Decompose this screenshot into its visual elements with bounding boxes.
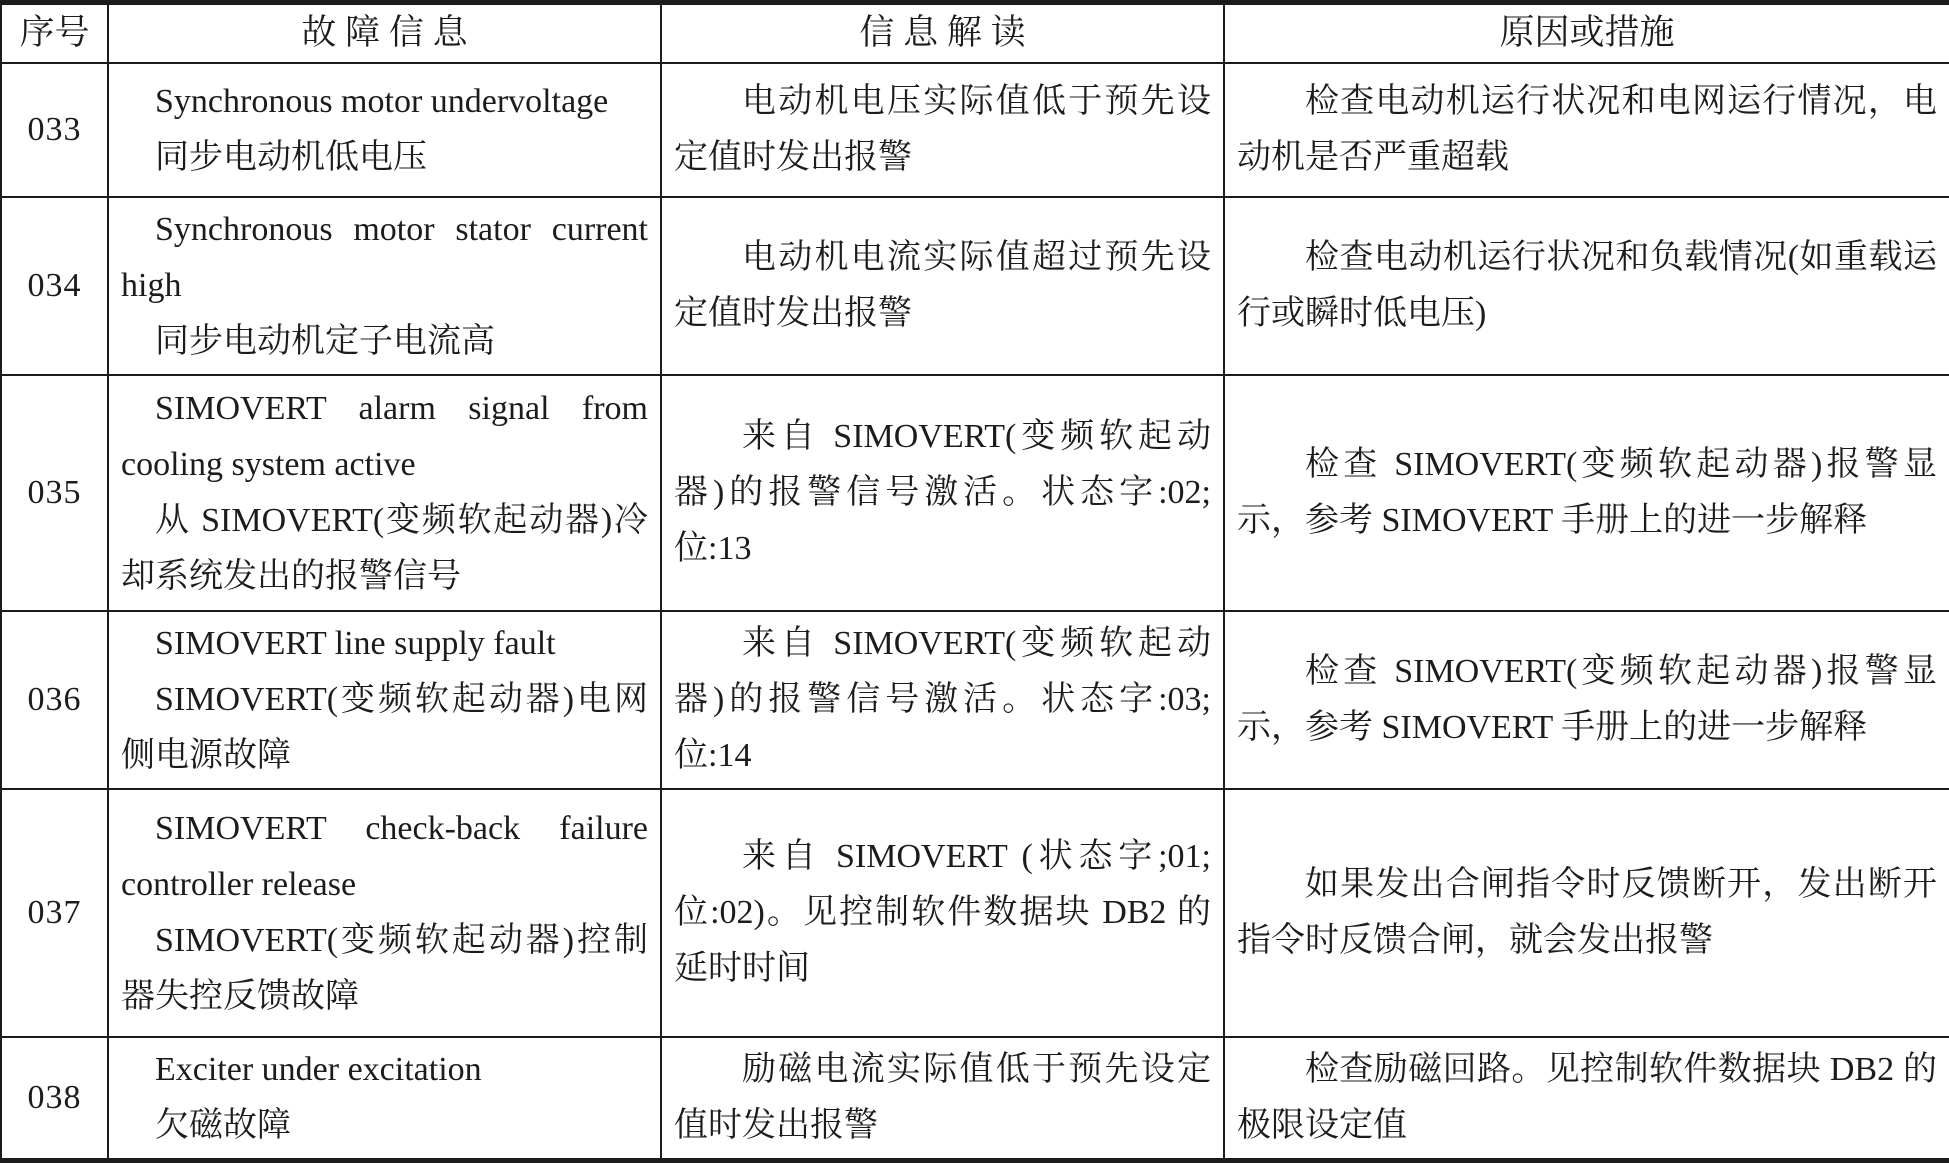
paragraph: Synchronous motor undervoltage [155, 82, 609, 120]
cell-fault-info [108, 611, 661, 789]
table-row [1, 375, 1949, 611]
cell-cause-measure [1224, 197, 1949, 375]
table-row [1, 1037, 1949, 1161]
column-header-cause-measure: 原因或措施 [1224, 3, 1949, 63]
paragraph: 检查励磁回路。见控制软件数据块 DB2 的极限设定值 [1237, 1050, 1937, 1144]
cell-number: 033 [1, 63, 108, 197]
cell-fault-info [108, 789, 661, 1037]
paragraph: Synchronous motor stator current high [121, 210, 648, 304]
paragraph: 电动机电流实际值超过预先设定值时发出报警 [674, 238, 1211, 332]
paragraph: 如果发出合闸指令时反馈断开，发出断开指令时反馈合闸，就会发出报警 [1237, 865, 1937, 959]
paragraph: 从 SIMOVERT(变频软起动器)冷却系统发出的报警信号 [121, 501, 648, 595]
paragraph: 检查 SIMOVERT(变频软起动器)报警显示，参考 SIMOVERT 手册上的进一步解释 [1237, 652, 1937, 746]
cell-interpretation [661, 197, 1224, 375]
cell-cause-measure [1224, 611, 1949, 789]
paragraph: 来自 SIMOVERT(变频软起动器)的报警信号激活。状态字:02;位:13 [674, 417, 1211, 567]
paragraph: SIMOVERT(变频软起动器)电网侧电源故障 [121, 680, 648, 774]
cell-cause-measure [1224, 789, 1949, 1037]
table-row [1, 63, 1949, 197]
paragraph: 欠磁故障 [155, 1106, 291, 1144]
cell-fault-info [108, 197, 661, 375]
cell-interpretation [661, 375, 1224, 611]
column-header-interpretation: 信 息 解 读 [661, 3, 1224, 63]
cell-number: 038 [1, 1037, 108, 1161]
header-row [1, 3, 1949, 63]
table-row [1, 789, 1949, 1037]
cell-cause-measure [1224, 63, 1949, 197]
cell-interpretation [661, 789, 1224, 1037]
table-row [1, 197, 1949, 375]
cell-number: 036 [1, 611, 108, 789]
cell-interpretation [661, 63, 1224, 197]
paragraph: 同步电动机低电压 [155, 138, 427, 176]
cell-cause-measure [1224, 375, 1949, 611]
cell-interpretation [661, 1037, 1224, 1161]
paragraph: 来自 SIMOVERT(变频软起动器)的报警信号激活。状态字:03;位:14 [674, 624, 1211, 774]
paragraph: Exciter under excitation [155, 1050, 482, 1088]
cell-fault-info [108, 63, 661, 197]
cell-number: 037 [1, 789, 108, 1037]
paragraph: 检查电动机运行状况和负载情况(如重载运行或瞬时低电压) [1237, 238, 1937, 332]
paragraph: 检查 SIMOVERT(变频软起动器)报警显示，参考 SIMOVERT 手册上的进一步解释 [1237, 445, 1937, 539]
table-row [1, 611, 1949, 789]
paragraph: 同步电动机定子电流高 [155, 322, 495, 360]
column-header-number: 序号 [1, 3, 108, 63]
cell-fault-info [108, 375, 661, 611]
column-header-fault-info: 故 障 信 息 [108, 3, 661, 63]
cell-interpretation [661, 611, 1224, 789]
paragraph: 来自 SIMOVERT (状态字;01;位:02)。见控制软件数据块 DB2 的延时时间 [674, 837, 1211, 987]
paragraph: SIMOVERT check-back failure controller release [121, 809, 648, 903]
cell-fault-info [108, 1037, 661, 1161]
cell-number: 034 [1, 197, 108, 375]
paragraph: SIMOVERT alarm signal from cooling system active [121, 389, 648, 483]
paragraph: SIMOVERT line supply fault [155, 624, 556, 662]
cell-number: 035 [1, 375, 108, 611]
cell-cause-measure [1224, 1037, 1949, 1161]
paragraph: 励磁电流实际值低于预先设定值时发出报警 [674, 1050, 1211, 1144]
paragraph: 电动机电压实际值低于预先设定值时发出报警 [674, 82, 1211, 176]
paragraph: SIMOVERT(变频软起动器)控制器失控反馈故障 [121, 921, 648, 1015]
paragraph: 检查电动机运行状况和电网运行情况，电动机是否严重超载 [1237, 82, 1937, 176]
